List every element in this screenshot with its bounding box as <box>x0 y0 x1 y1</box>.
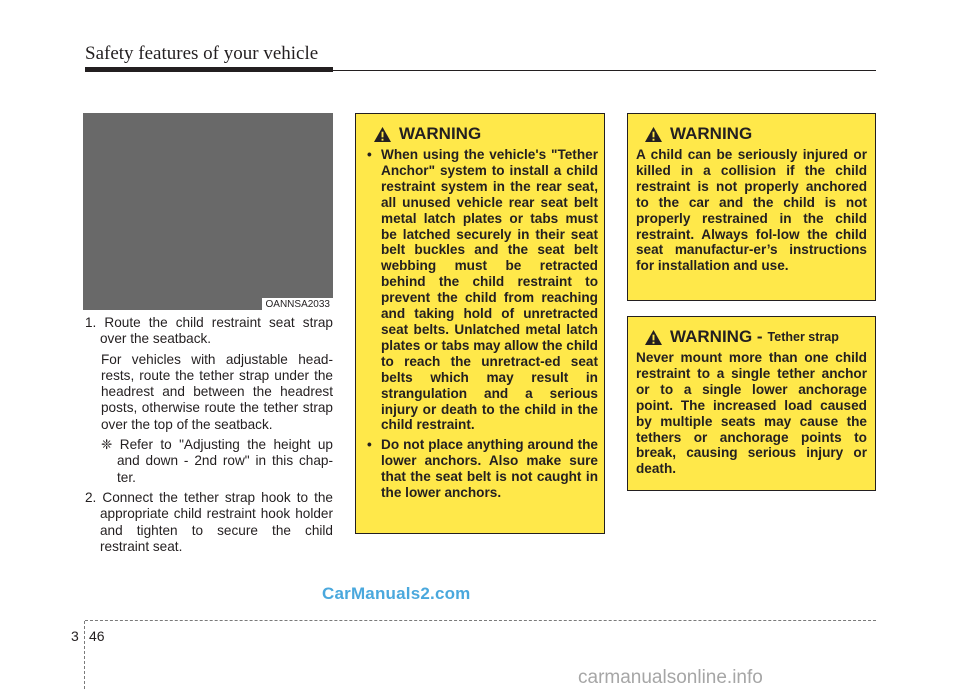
step-2: 2. Connect the tether strap hook to the appropriate child restraint hook holder and tighten to secure the child restraint seat. <box>85 489 333 554</box>
warning-heading <box>644 124 867 144</box>
warning-triangle-icon <box>373 126 392 143</box>
warning-body: A child can be seriously injured or killed in a collision if the child restraint is not properly anchored to the car and the child is not properly restrained in the child restraint. Always fol-low the child seat manufactur-er’s instructions for installation and use. <box>636 147 867 274</box>
site-watermark: carmanualsonline.info <box>578 667 763 688</box>
chapter-number: 3 <box>71 628 79 644</box>
warning-heading <box>644 327 867 347</box>
step-1-note: ❈ Refer to "Adjusting the height up and down - 2nd row" in this chap-ter. <box>101 437 333 485</box>
watermark-link[interactable]: CarManuals2.com <box>322 584 471 603</box>
footer-vertical-rule <box>84 621 85 689</box>
instruction-steps <box>85 315 333 555</box>
warning-heading <box>373 124 598 144</box>
warning-box-tether-anchor <box>355 113 605 534</box>
figure-photo <box>83 113 333 310</box>
page-number: 46 <box>89 628 105 644</box>
warning-body: Never mount more than one child restraint to a single tether anchor or to a single lower anchorage point. The increased load caused by multiple seats may cause the tethers or anchorage points to break, causing serious injury or death. <box>636 350 867 477</box>
warning-triangle-icon <box>644 329 663 346</box>
warning-bullet: • When using the vehicle's "Tether Anchor" system to install a child restraint system in the rear seat, all unused vehicle rear seat belt metal latch plates or tabs must be latched securely in their seat belt buckles and the seat belt webbing must be retracted behind the child restraint to prevent the child from reaching and taking hold of unretracted seat belts. Unlatched metal latch plates or tabs may allow the child to reach the unretract-ed seat belts which may result in strangulation and a serious injury or death to the child in the child restraint. <box>365 147 598 433</box>
step-1-detail: For vehicles with adjustable head-rests, route the tether strap under the headrest and between the headrest posts, otherwise route the tether strap over the top of the seatback. <box>101 351 333 432</box>
warning-subtitle: Tether strap <box>767 330 839 344</box>
header-rule <box>85 67 333 72</box>
warning-title: WARNING <box>670 124 753 143</box>
footer-rule <box>85 620 876 621</box>
warning-title: WARNING - <box>670 327 763 346</box>
warning-triangle-icon <box>644 126 663 143</box>
warning-bullet: • Do not place anything around the lower anchors. Also make sure that the seat belt is not caught in the lower anchors. <box>365 437 598 501</box>
warning-title: WARNING <box>399 124 482 143</box>
step-1: 1. Route the child restraint seat strap over the seatback. <box>85 315 333 347</box>
figure-caption: OANNSA2033 <box>262 298 333 310</box>
warning-bullet-list <box>365 147 598 501</box>
warning-box-tether-strap <box>627 316 876 491</box>
warning-box-child-injury <box>627 113 876 301</box>
header-rule-thin <box>333 70 876 71</box>
page-header-title: Safety features of your vehicle <box>85 43 319 64</box>
